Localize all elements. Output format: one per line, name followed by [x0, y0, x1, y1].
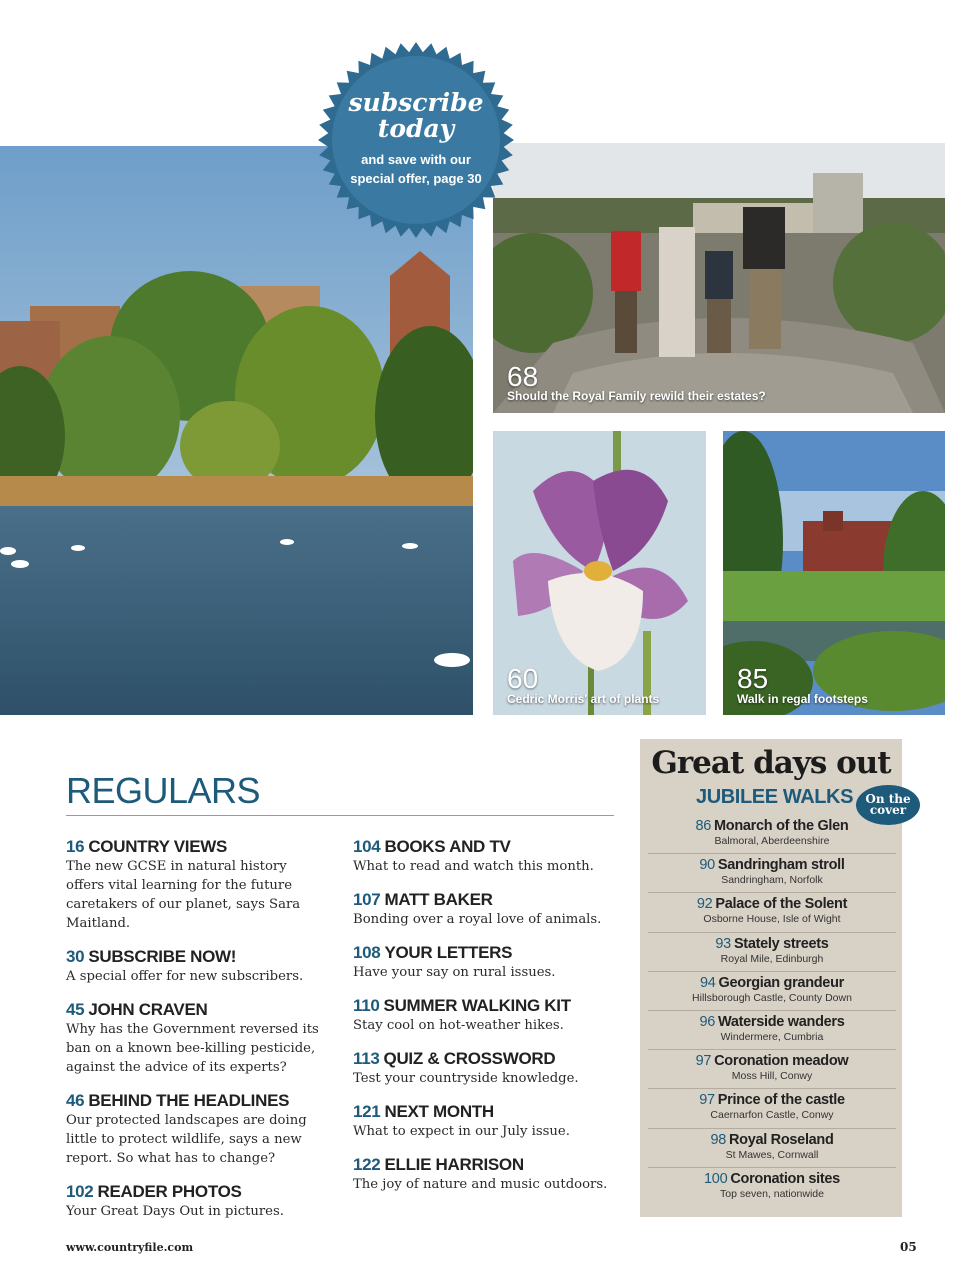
walk-page-number: 96 [699, 1013, 715, 1030]
walk-title [648, 974, 896, 992]
walk-name: Coronation meadow [714, 1053, 849, 1070]
walk-page-number: 86 [695, 818, 712, 834]
regular-title: COUNTRY VIEWS [88, 837, 228, 856]
regular-item[interactable] [353, 1154, 615, 1194]
walks-list [648, 815, 896, 1207]
regular-description: What to expect in our July issue. [353, 1124, 570, 1139]
walk-name: Coronation sites [730, 1170, 840, 1187]
walk-title [648, 1131, 896, 1149]
walk-title [648, 856, 896, 874]
regular-page-number: 107 [353, 890, 381, 909]
walk-item[interactable] [648, 1168, 896, 1207]
feature-page-number: 85 [737, 663, 769, 694]
regular-page-number: 122 [353, 1155, 381, 1174]
walk-name: Georgian grandeur [718, 974, 844, 991]
regular-description: Have your say on rural issues. [353, 965, 556, 980]
regular-title: ELLIE HARRISON [384, 1155, 524, 1174]
regular-heading [66, 836, 328, 857]
regular-description: The new GCSE in natural history offers vital learning for the future caretakers of our planet, says Sara Maitland. [66, 859, 301, 931]
walk-location: Top seven, nationwide [720, 1187, 824, 1200]
walk-page-number: 90 [699, 857, 715, 874]
feature-page-number: 60 [507, 663, 539, 694]
badge-line: cover [869, 803, 907, 817]
panel-subtitle: JUBILEE WALKS [696, 786, 854, 808]
divider [66, 815, 614, 816]
regular-description: What to read and watch this month. [353, 859, 594, 874]
feature-page-number: 68 [507, 361, 539, 392]
walk-location: Windermere, Cumbria [720, 1030, 824, 1043]
feature-caption: Cedric Morris' art of plants [507, 692, 660, 706]
footer-url[interactable]: www.countryfile.com [66, 1241, 194, 1254]
walk-item[interactable] [648, 893, 896, 932]
photo-sandringham [723, 431, 945, 715]
regular-title: NEXT MONTH [384, 1102, 494, 1121]
regular-item[interactable] [66, 1181, 328, 1221]
regular-heading [353, 1101, 615, 1122]
regular-description: Our protected landscapes are doing little to protect wildlife, says a new report. So what has to change? [66, 1113, 307, 1166]
regular-page-number: 46 [66, 1091, 85, 1110]
regular-item[interactable] [353, 1048, 615, 1088]
walk-title [648, 1170, 896, 1188]
regular-item[interactable] [66, 1090, 328, 1168]
walk-item[interactable] [648, 815, 896, 854]
regular-description: Why has the Government reversed its ban on a known bee-killing pesticide, against the advice of its experts? [66, 1022, 319, 1075]
regular-item[interactable] [66, 999, 328, 1077]
walk-name: Sandringham stroll [717, 857, 845, 874]
regular-page-number: 30 [66, 947, 85, 966]
walk-name: Palace of the Solent [715, 896, 848, 913]
regular-heading [353, 942, 615, 963]
regular-description: Test your countryside knowledge. [353, 1071, 579, 1086]
badge-line: On the [865, 792, 911, 806]
walk-title [648, 895, 896, 913]
regular-page-number: 113 [353, 1049, 380, 1068]
subscribe-badge[interactable] [318, 42, 514, 238]
walk-page-number: 97 [699, 1092, 715, 1109]
walk-name: Prince of the castle [717, 1092, 845, 1109]
panel-title: Great days out [651, 745, 891, 781]
regular-title: SUBSCRIBE NOW! [88, 947, 237, 966]
walk-location: Sandringham, Norfolk [721, 874, 823, 887]
walk-page-number: 93 [715, 935, 731, 952]
regular-heading [353, 1154, 615, 1175]
feature-caption: Walk in regal footsteps [737, 692, 868, 706]
regular-heading [66, 999, 328, 1020]
regular-title: BOOKS AND TV [384, 837, 511, 856]
walk-location: Osborne House, Isle of Wight [703, 913, 841, 926]
photo-royal-family [493, 143, 945, 413]
regulars-heading: REGULARS [66, 770, 261, 811]
walk-title [648, 1013, 896, 1031]
walk-title [648, 1052, 896, 1070]
walk-location: Moss Hill, Conwy [731, 1070, 813, 1083]
regular-item[interactable] [353, 1101, 615, 1141]
page-number: 05 [900, 1240, 917, 1254]
regular-heading [353, 995, 615, 1016]
walk-title [648, 935, 896, 953]
subscribe-offer-text: and save with our special offer, page 30 [350, 152, 482, 186]
walk-item[interactable] [648, 854, 896, 893]
walk-item[interactable] [648, 972, 896, 1011]
walk-page-number: 100 [704, 1170, 728, 1187]
regular-description: A special offer for new subscribers. [66, 969, 304, 984]
walk-item[interactable] [648, 1089, 896, 1128]
regular-item[interactable] [353, 995, 615, 1035]
regular-heading [66, 946, 328, 967]
regular-description: The joy of nature and music outdoors. [353, 1177, 608, 1192]
regular-page-number: 110 [353, 996, 380, 1015]
walk-name: Monarch of the Glen [714, 818, 849, 834]
walk-title [648, 817, 896, 835]
walk-title [648, 1091, 896, 1109]
regulars-left-column [66, 836, 328, 1234]
regular-description: Your Great Days Out in pictures. [66, 1204, 284, 1219]
regulars-right-column [353, 836, 615, 1207]
walk-page-number: 97 [695, 1053, 712, 1070]
walk-page-number: 92 [696, 896, 713, 913]
great-days-out-panel [640, 739, 911, 1217]
walk-name: Royal Roseland [728, 1131, 834, 1148]
regular-title: READER PHOTOS [97, 1182, 242, 1201]
regular-title: QUIZ & CROSSWORD [383, 1049, 556, 1068]
subscribe-title-line2: today [377, 114, 455, 143]
walk-location: Hillsborough Castle, County Down [692, 991, 852, 1004]
regular-item[interactable] [353, 836, 615, 876]
regular-description: Bonding over a royal love of animals. [353, 912, 602, 927]
regular-description: Stay cool on hot-weather hikes. [353, 1018, 564, 1033]
regular-title: JOHN CRAVEN [88, 1000, 208, 1019]
regular-title: MATT BAKER [384, 890, 493, 909]
regular-heading [66, 1181, 328, 1202]
regular-page-number: 45 [66, 1000, 85, 1019]
walk-location: Caernarfon Castle, Conwy [710, 1109, 834, 1122]
regular-page-number: 16 [66, 837, 85, 856]
feature-caption: Should the Royal Family rewild their estates? [507, 389, 766, 403]
regular-title: BEHIND THE HEADLINES [88, 1091, 290, 1110]
walk-item[interactable] [648, 933, 896, 972]
walk-item[interactable] [648, 1050, 896, 1089]
walk-location: Royal Mile, Edinburgh [720, 952, 824, 965]
walk-page-number: 98 [710, 1131, 726, 1148]
regular-item[interactable] [66, 946, 328, 986]
photo-iris [493, 431, 706, 715]
regular-page-number: 102 [66, 1182, 94, 1201]
subscribe-title-line1: subscribe [348, 88, 484, 117]
regular-page-number: 104 [353, 837, 381, 856]
regular-heading [353, 889, 615, 910]
regular-heading [353, 1048, 615, 1069]
walk-location: Balmoral, Aberdeenshire [714, 835, 830, 847]
walk-name: Waterside wanders [718, 1013, 845, 1030]
regular-heading [66, 1090, 328, 1111]
regular-page-number: 108 [353, 943, 381, 962]
walk-item[interactable] [648, 1011, 896, 1050]
regular-item[interactable] [353, 942, 615, 982]
regular-title: SUMMER WALKING KIT [383, 996, 571, 1015]
walk-page-number: 94 [700, 974, 716, 991]
walk-item[interactable] [648, 1129, 896, 1168]
regular-page-number: 121 [353, 1102, 381, 1121]
regular-item[interactable] [353, 889, 615, 929]
regular-heading [353, 836, 615, 857]
walk-location: St Mawes, Cornwall [725, 1148, 819, 1161]
regular-title: YOUR LETTERS [384, 943, 513, 962]
regular-item[interactable] [66, 836, 328, 933]
walk-name: Stately streets [733, 935, 829, 952]
